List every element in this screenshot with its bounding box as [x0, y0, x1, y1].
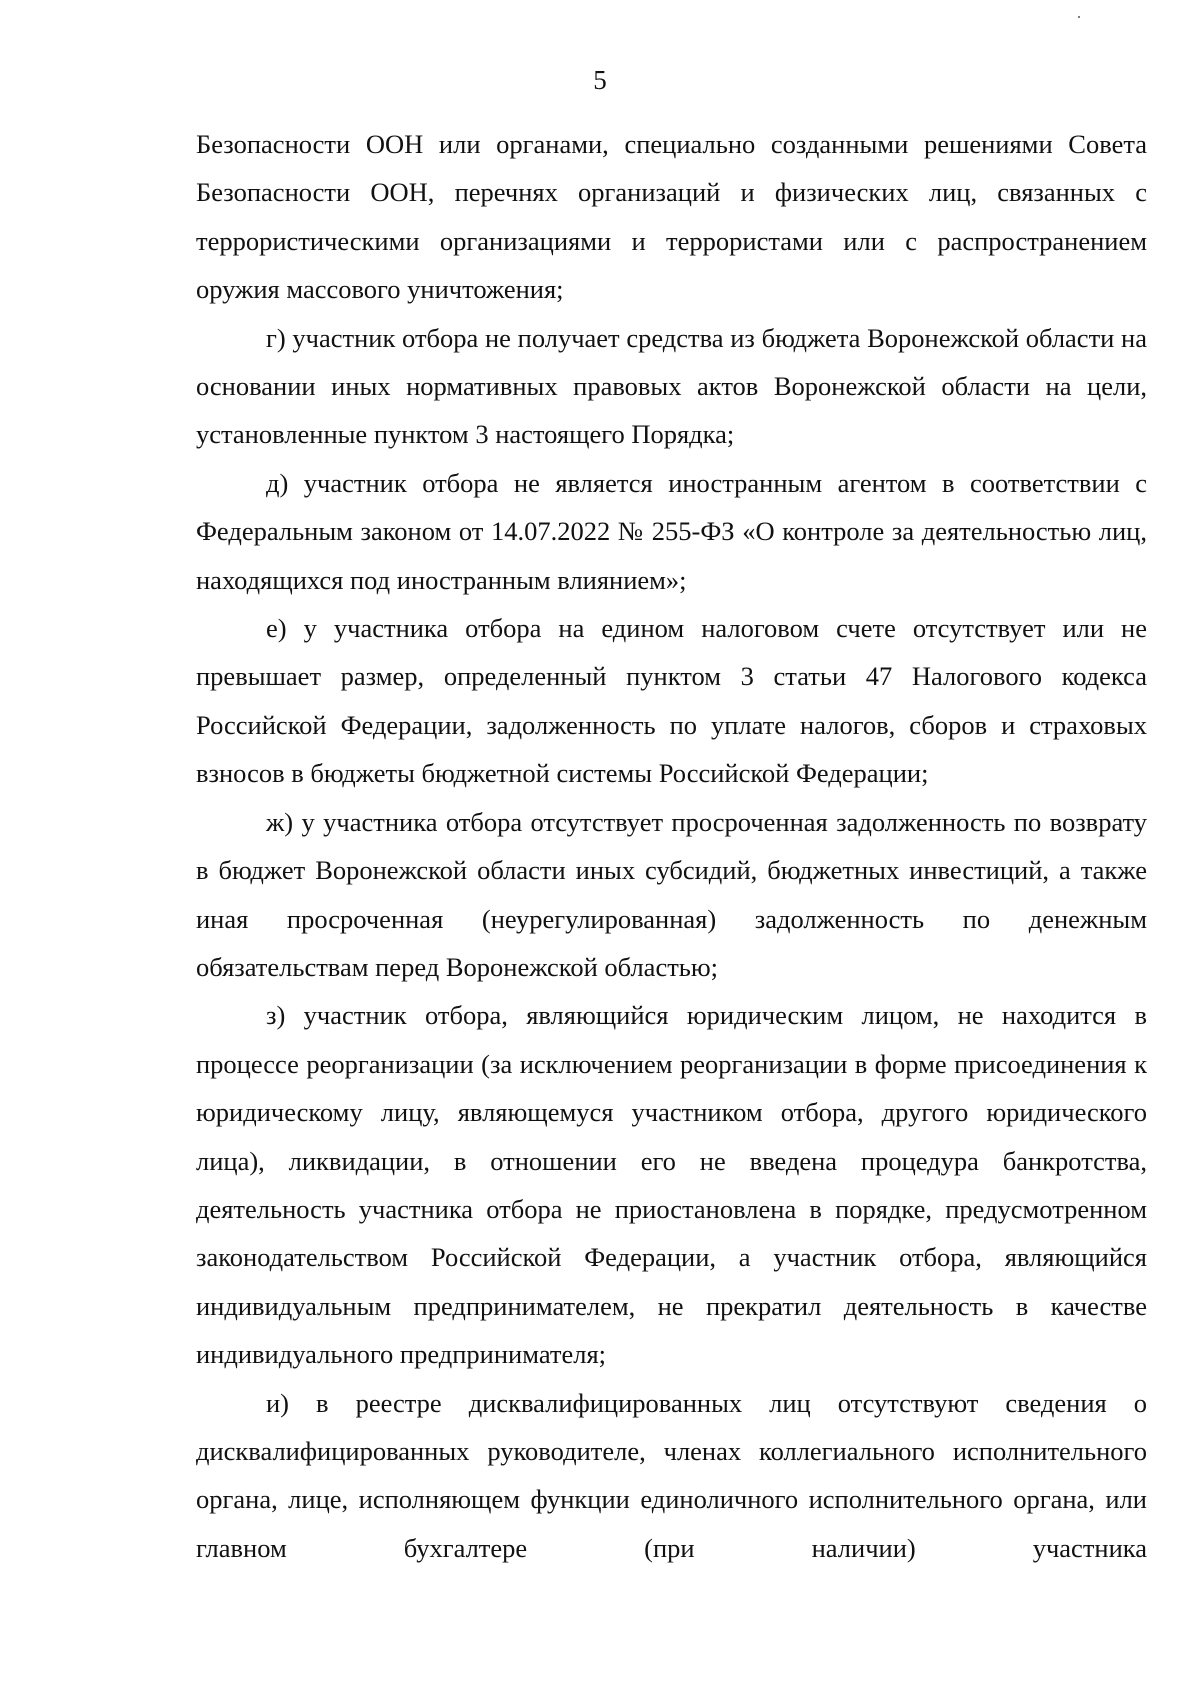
paragraph-item-g: г) участник отбора не получает средства из бюджета Воронежской области на основании иных нормативных правовых актов Воронежской области на цели, установленные пунктом 3 настоящего Порядка;	[196, 322, 1147, 450]
paragraph-item-d: д) участник отбора не является иностранным агентом в соответствии с Федеральным законом от 14.07.2022 № 255-ФЗ «О контроле за деятельностью лиц, находящихся под иностранным влиянием»;	[196, 467, 1147, 595]
page-number: 5	[593, 65, 607, 95]
paragraph-item-z: з) участник отбора, являющийся юридическим лицом, не находится в процессе реорганизации (за исключением реорганизации в форме присоединения к юридическому лицу, являющемуся участником отбора, другого юридического лица), ликвидации, в отношении его не введена процедура банкротства, деятельность участника отбора не приостановлена в порядке, предусмотренном законодательством Российской Федерации, а участник отбора, являющийся индивидуальным предпринимателем, не прекратил деятельность в качестве индивидуального предпринимателя;	[196, 1000, 1147, 1370]
paragraph-continuation: Безопасности ООН или органами, специально созданными решениями Совета Безопасности ООН, перечнях организаций и физических лиц, связанных с террористическими организациями и террористами или с распространением оружия массового уничтожения;	[196, 129, 1147, 305]
document-body	[196, 120, 1147, 1572]
scan-speck	[1078, 16, 1080, 18]
paragraph-item-zh: ж) у участника отбора отсутствует просроченная задолженность по возврату в бюджет Воронежской области иных субсидий, бюджетных инвестиций, а также иная просроченная (неурегулированная) задолженность по денежным обязательствам перед Воронежской областью;	[196, 806, 1147, 982]
paragraph-item-i: и) в реестре дисквалифицированных лиц отсутствуют сведения о дисквалифицированных руководителе, членах коллегиального исполнительного органа, лице, исполняющем функции единоличного исполнительного органа, или главном бухгалтере (при наличии) участника	[196, 1387, 1147, 1563]
paragraph-item-e: е) у участника отбора на едином налоговом счете отсутствует или не превышает размер, определенный пунктом 3 статьи 47 Налогового кодекса Российской Федерации, задолженность по уплате налогов, сборов и страховых взносов в бюджеты бюджетной системы Российской Федерации;	[196, 613, 1147, 789]
